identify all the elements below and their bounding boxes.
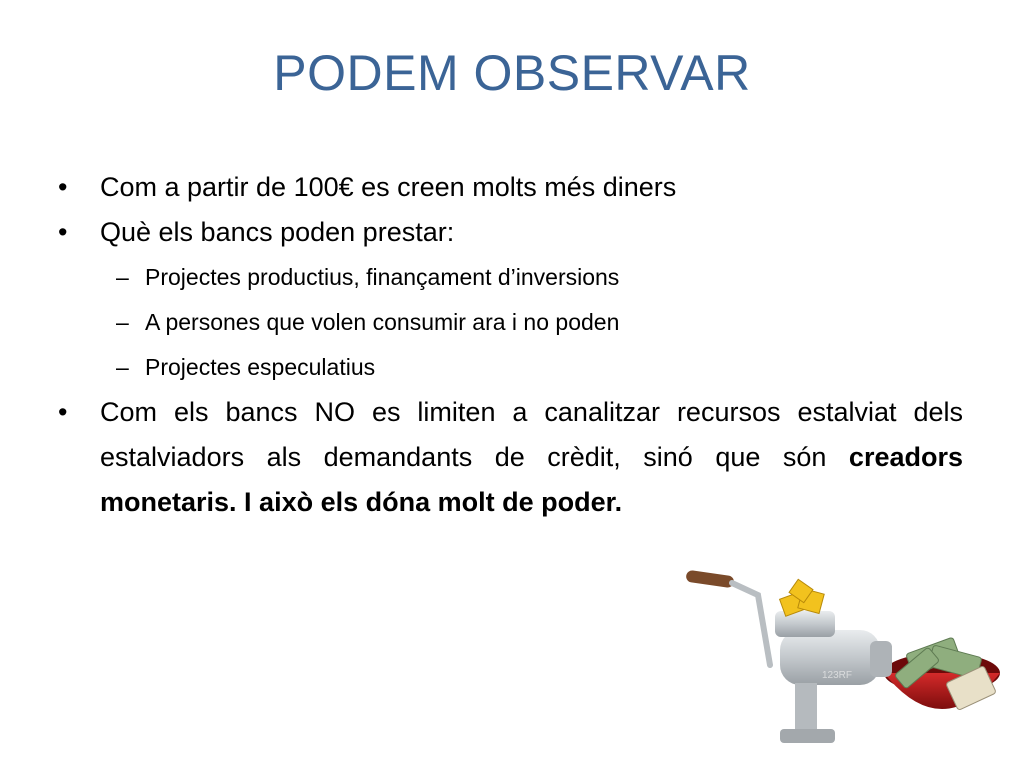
bullet-glyph: • <box>58 217 68 247</box>
sub-bullet-text: A persones que volen consumir ara i no poden <box>145 309 620 335</box>
sub-bullet-item <box>58 255 963 300</box>
bullet-glyph: • <box>58 172 68 202</box>
sub-bullet-text: Projectes especulatius <box>145 354 376 380</box>
bullet-item <box>58 165 963 210</box>
watermark-text: 123RF <box>822 670 853 681</box>
slide-body <box>58 165 963 525</box>
bullet-text-bold: creadors monetaris. I això els dóna molt de poder. <box>100 442 963 517</box>
dash-glyph: – <box>116 309 129 335</box>
bullet-glyph: • <box>58 397 68 427</box>
dash-glyph: – <box>116 354 129 380</box>
bullet-item <box>58 390 963 525</box>
dash-glyph: – <box>116 264 129 290</box>
money-grinder-icon <box>680 555 1024 768</box>
slide-title: PODEM OBSERVAR <box>273 45 751 101</box>
sub-bullet-text: Projectes productius, finançament d’inversions <box>145 264 620 290</box>
bullet-text: Què els bancs poden prestar: <box>100 217 455 247</box>
bullet-text: Com els bancs NO es limiten a canalitzar recursos estalviat dels estalviadors als demandants de crèdit, sinó que són <box>100 397 963 472</box>
sub-bullet-item <box>58 300 963 345</box>
money-grinder-illustration <box>680 555 1024 768</box>
sub-bullet-item <box>58 345 963 390</box>
bullet-text: Com a partir de 100€ es creen molts més diners <box>100 172 677 202</box>
bullet-item <box>58 210 963 255</box>
